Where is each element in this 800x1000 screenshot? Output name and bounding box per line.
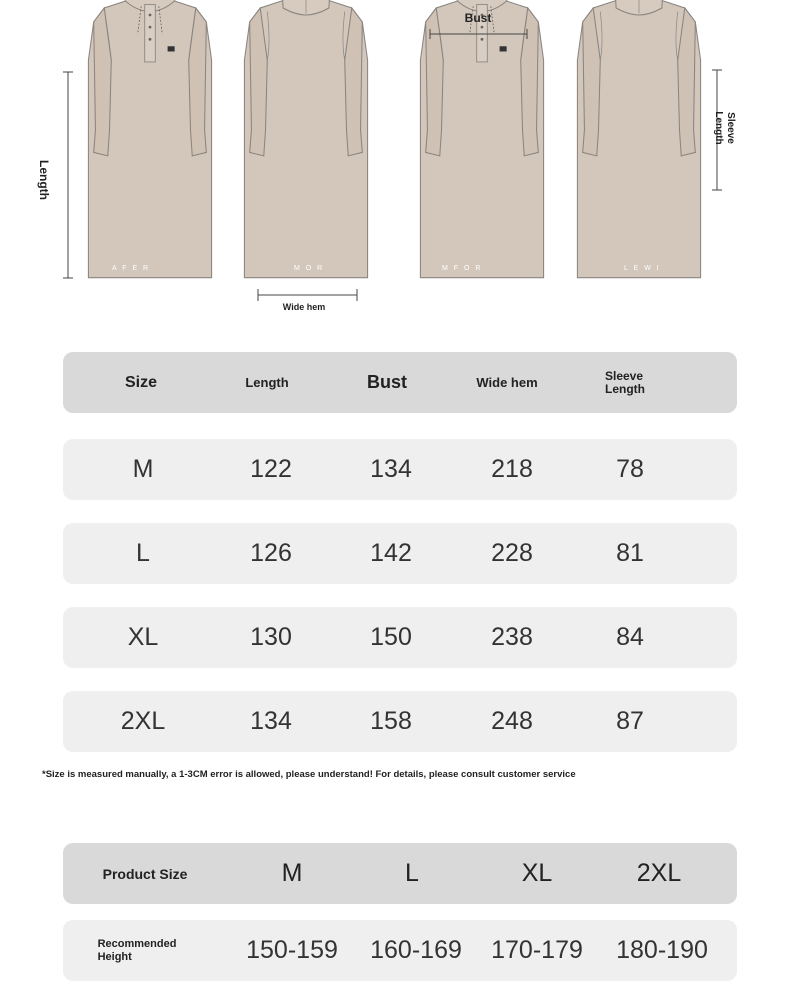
header-sleeve-length: Sleeve Length [605,368,645,396]
cell-length: 126 [250,539,292,567]
product-size-l: L [405,859,419,887]
cell-length: 130 [250,623,292,651]
cell-wide-hem: 228 [491,539,533,567]
length-label: Length [37,160,51,200]
table-row [63,607,737,668]
height-m: 150-159 [246,936,338,964]
cell-size: 2XL [120,707,166,735]
cell-length: 122 [250,455,292,483]
height-l: 160-169 [370,936,462,964]
cell-wide-hem: 248 [491,707,533,735]
cell-size: XL [127,623,159,651]
coat-front-1 [88,0,211,278]
cell-sleeve: 87 [616,707,644,735]
sleeve-label-line2: Length [713,111,724,145]
cell-bust: 134 [370,455,412,483]
measurement-note: *Size is measured manually, a 1-3CM error is allowed, please understand! For details, please consult customer service [42,769,576,780]
cell-bust: 158 [370,707,412,735]
sleeve-label-line1: Sleeve [725,112,736,144]
header-length: Length [245,375,289,390]
header-wide-hem: Wide hem [476,375,538,390]
height-2xl: 180-190 [616,936,708,964]
cell-sleeve: 78 [616,455,644,483]
recommend-table-header [63,843,737,904]
cell-size: M [132,455,154,483]
bust-label: Bust [464,11,492,25]
recommended-height-label: Recommended Height [97,937,177,963]
size-table-header [63,352,737,413]
header-bust: Bust [367,372,407,392]
cell-wide-hem: 238 [491,623,533,651]
cell-bust: 142 [370,539,412,567]
header-size: Size [124,373,158,391]
product-size-2xl: 2XL [636,859,682,887]
table-row [63,523,737,584]
cell-size: L [136,539,150,567]
coat-back-1 [244,0,367,278]
cell-sleeve: 84 [616,623,644,651]
product-size-m: M [281,859,303,887]
hem-text-3: M F O R [442,265,483,272]
coat-back-2 [577,0,700,278]
height-xl: 170-179 [491,936,583,964]
hem-text-4: L E W I [624,265,661,272]
table-row [63,439,737,500]
wide-hem-dimension [258,289,357,301]
header-product-size: Product Size [102,865,188,882]
product-size-xl: XL [521,859,553,887]
table-row [63,691,737,752]
recommend-table-row [63,920,737,981]
wide-hem-label: Wide hem [282,302,326,312]
cell-bust: 150 [370,623,412,651]
cell-sleeve: 81 [616,539,644,567]
garment-diagram [0,0,800,330]
hem-text-2: M O R [294,265,325,272]
hem-text-1: A F E R [112,265,151,272]
cell-length: 134 [250,707,292,735]
coat-front-2 [420,0,543,278]
cell-wide-hem: 218 [491,455,533,483]
length-dimension [63,72,73,278]
